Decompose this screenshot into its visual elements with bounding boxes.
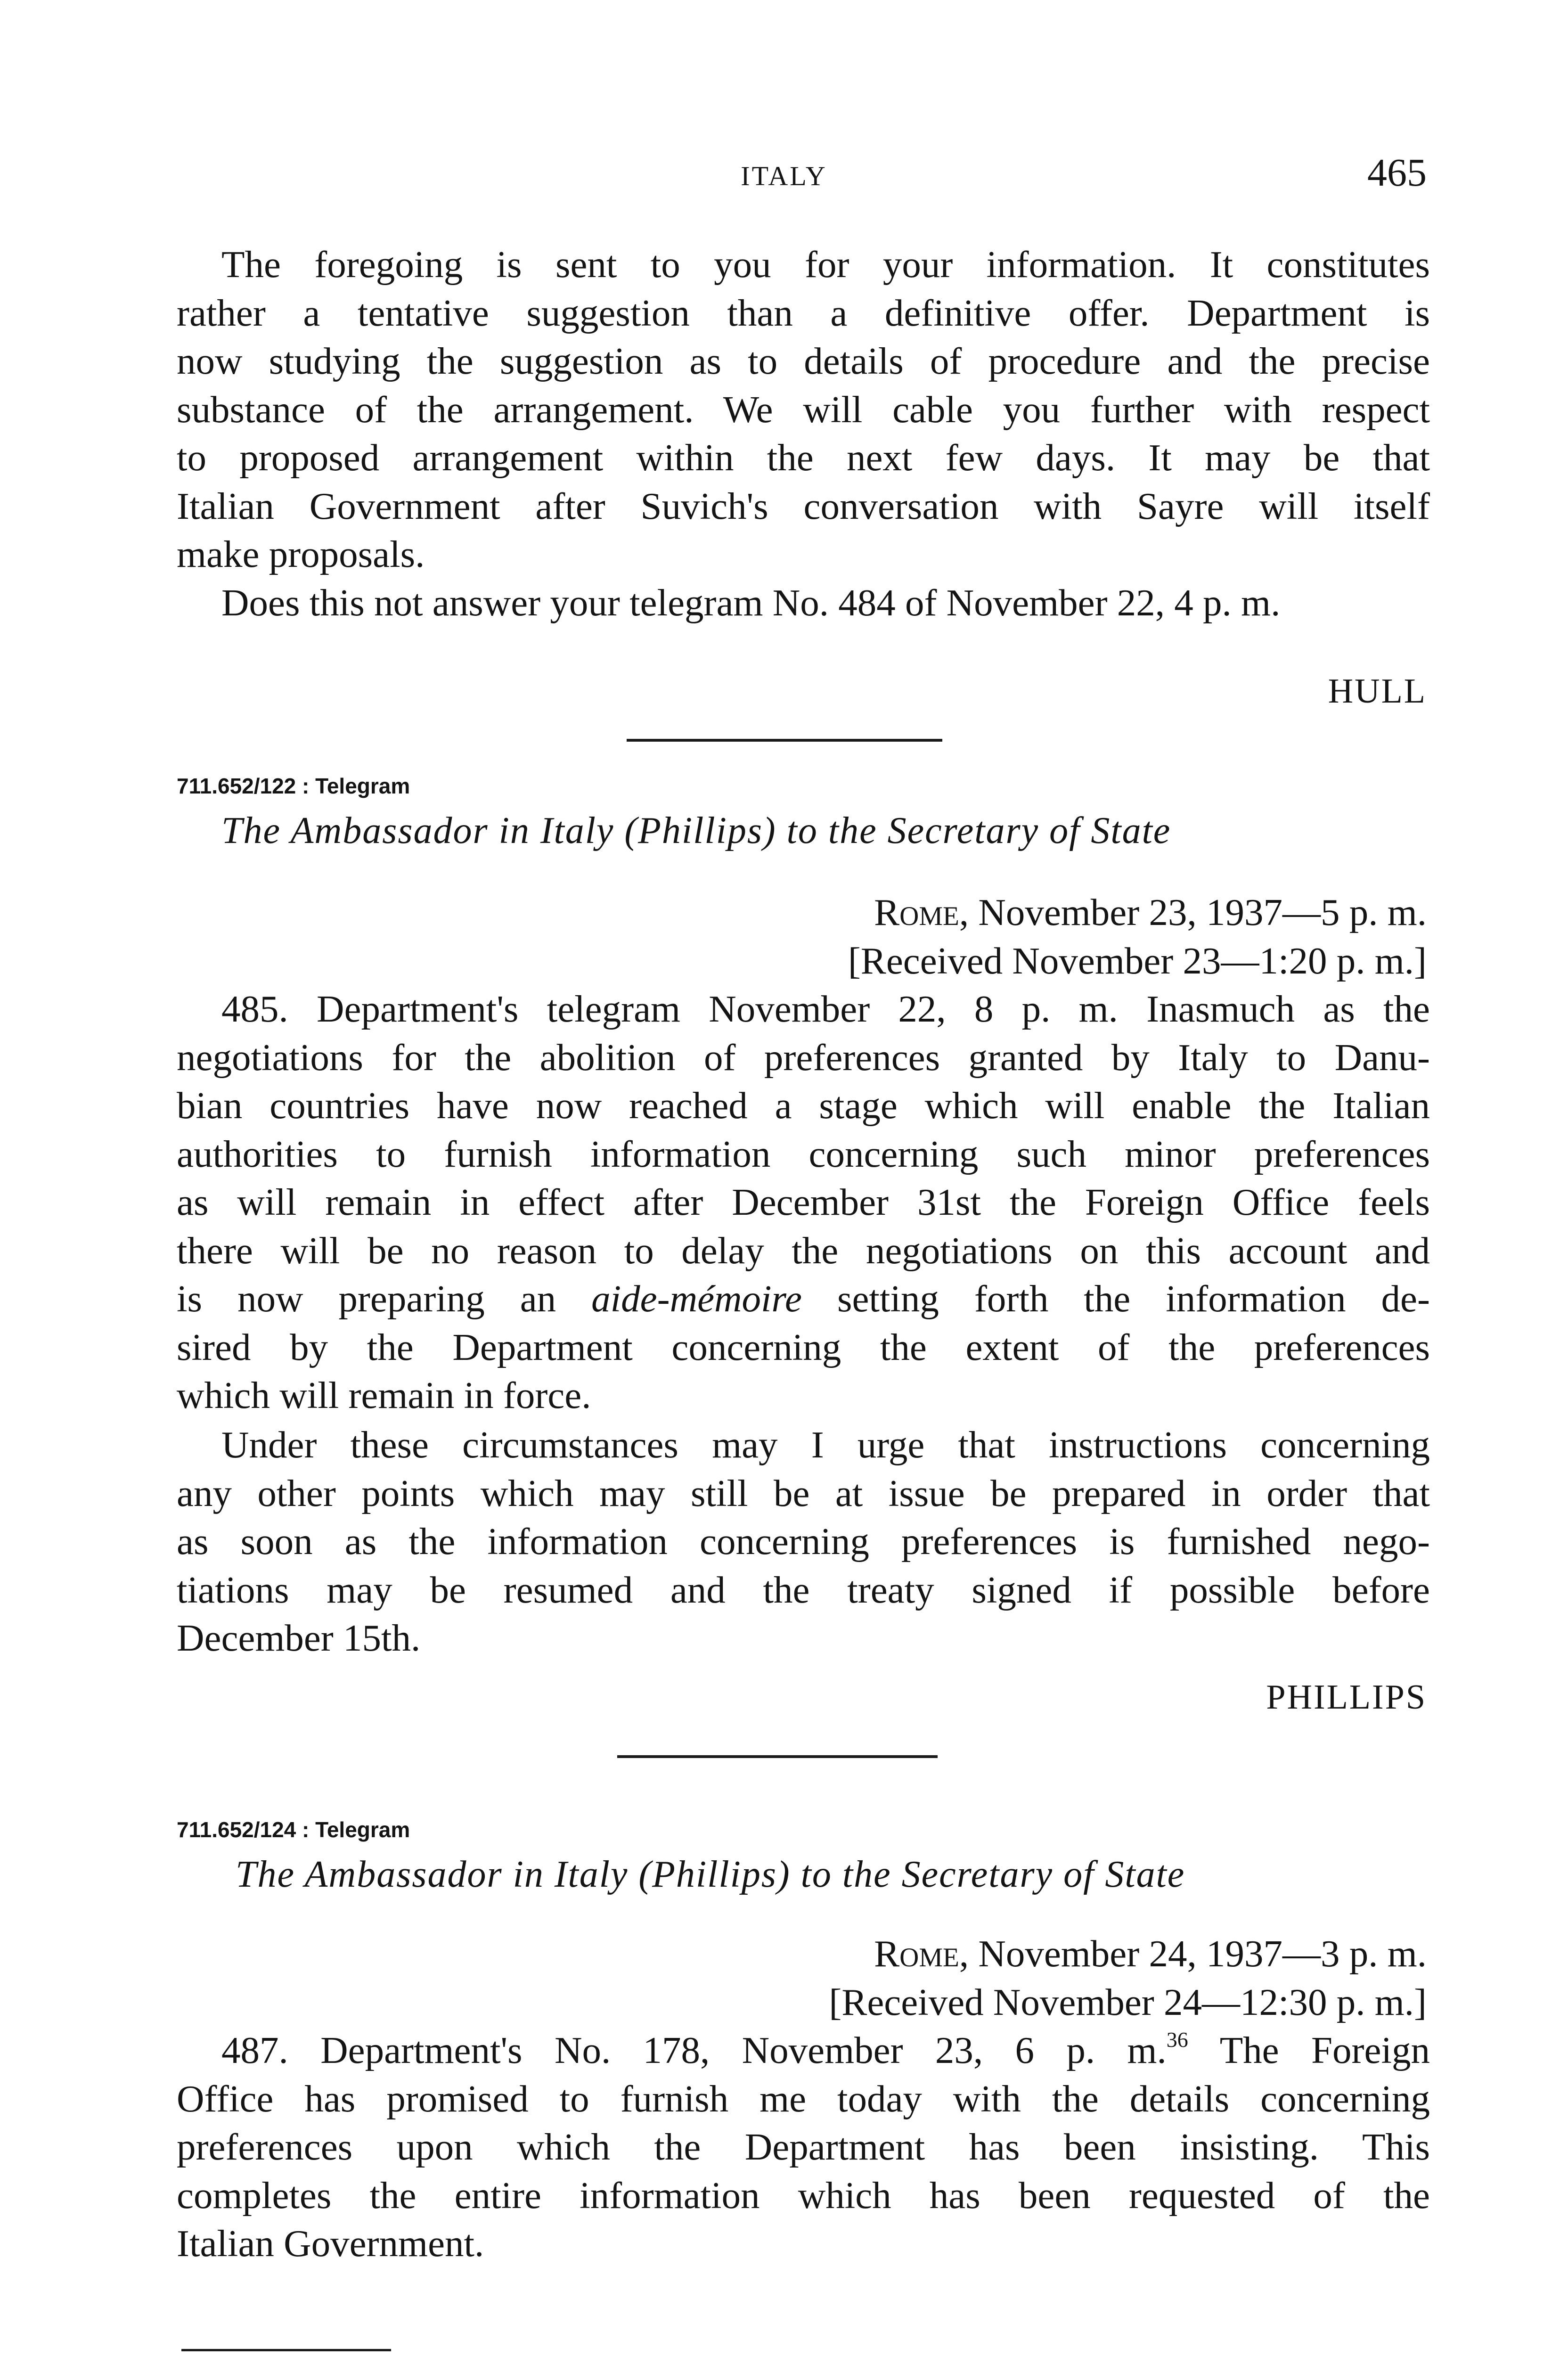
- section1-paragraph: [177, 240, 1430, 627]
- signature-hull: HULL: [1328, 672, 1427, 711]
- text-line: The foregoing is sent to you for your information. It constitutes: [221, 243, 1430, 286]
- text-line: tiations may be resumed and the treaty signed if possible before: [177, 1568, 1430, 1611]
- page-number: 465: [1367, 151, 1427, 195]
- doc2-paragraph: [177, 2026, 1430, 2268]
- text-line: Office has promised to furnish me today with the details concerning: [177, 2077, 1430, 2120]
- text-line: preferences upon which the Department has been insisting. This: [177, 2126, 1430, 2168]
- text-line: [177, 2026, 1430, 2075]
- footnote-divider: [181, 2349, 391, 2351]
- text-line: [177, 1275, 1430, 1323]
- section-divider: [617, 1755, 938, 1758]
- received-line: [Received November 24—12:30 p. m.]: [829, 1980, 1427, 2023]
- text-run: 487. Department's No. 178, November 23, 6 p. m.: [221, 2029, 1167, 2071]
- text-line: bian countries have now reached a stage which will enable the Italian: [177, 1084, 1430, 1127]
- received-line: [Received November 23—1:20 p. m.]: [848, 939, 1427, 982]
- document-heading: The Ambassador in Italy (Phillips) to the Secretary of State: [221, 810, 1171, 851]
- text-line: December 15th.: [177, 1617, 421, 1659]
- text-line: to proposed arrangement within the next few days. It may be that: [177, 436, 1430, 479]
- text-line: negotiations for the abolition of preferences granted by Italy to Danu-: [177, 1036, 1430, 1079]
- section-divider: [627, 739, 942, 742]
- dateline-place: Rome,: [874, 1932, 969, 1975]
- text-line: substance of the arrangement. We will cable you further with respect: [177, 388, 1430, 431]
- text-line: Italian Government after Suvich's conversation with Sayre will itself: [177, 484, 1430, 527]
- text-line: as soon as the information concerning preferences is furnished nego-: [177, 1520, 1430, 1562]
- running-head: ITALY: [741, 161, 827, 191]
- text-line: Under these circumstances may I urge that instructions concerning: [221, 1423, 1430, 1466]
- doc1-paragraph-2: [177, 1421, 1430, 1662]
- signature-phillips: PHILLIPS: [1266, 1678, 1427, 1717]
- text-line: now studying the suggestion as to details of procedure and the precise: [177, 340, 1430, 382]
- dateline-date: November 23, 1937—5 p. m.: [969, 891, 1427, 933]
- text-line: Does this not answer your telegram No. 484 of November 22, 4 p. m.: [221, 581, 1281, 624]
- footnote-reference[interactable]: 36: [1166, 2028, 1188, 2052]
- dateline: [848, 888, 1427, 985]
- text-line: Italian Government.: [177, 2222, 484, 2265]
- text-run: The Foreign: [1188, 2029, 1430, 2071]
- dateline: [829, 1930, 1427, 2026]
- text-line: there will be no reason to delay the negotiations on this account and: [177, 1229, 1430, 1272]
- file-reference: 711.652/124 : Telegram: [177, 1817, 410, 1842]
- text-line: any other points which may still be at issue be prepared in order that: [177, 1472, 1430, 1514]
- text-line: which will remain in force.: [177, 1374, 591, 1416]
- document-heading: The Ambassador in Italy (Phillips) to the Secretary of State: [236, 1854, 1185, 1895]
- dateline-date: November 24, 1937—3 p. m.: [969, 1932, 1427, 1975]
- dateline-place: Rome,: [874, 891, 969, 933]
- text-line: 485. Department's telegram November 22, 8 p. m. Inasmuch as the: [221, 988, 1430, 1030]
- text-line: authorities to furnish information concerning such minor preferences: [177, 1132, 1430, 1175]
- file-reference: 711.652/122 : Telegram: [177, 774, 410, 798]
- text-line: sired by the Department concerning the extent of the preferences: [177, 1325, 1430, 1368]
- text-line: rather a tentative suggestion than a definitive offer. Department is: [177, 291, 1430, 334]
- italic-term: aide-mémoire: [591, 1277, 802, 1320]
- text-line: completes the entire information which has been requested of the: [177, 2174, 1430, 2217]
- doc1-paragraph-1: [177, 985, 1430, 1420]
- text-line: as will remain in effect after December 31st the Foreign Office feels: [177, 1181, 1430, 1223]
- text-line: make proposals.: [177, 533, 425, 575]
- text-run: setting forth the information de-: [802, 1277, 1430, 1320]
- text-run: is now preparing an: [177, 1277, 592, 1320]
